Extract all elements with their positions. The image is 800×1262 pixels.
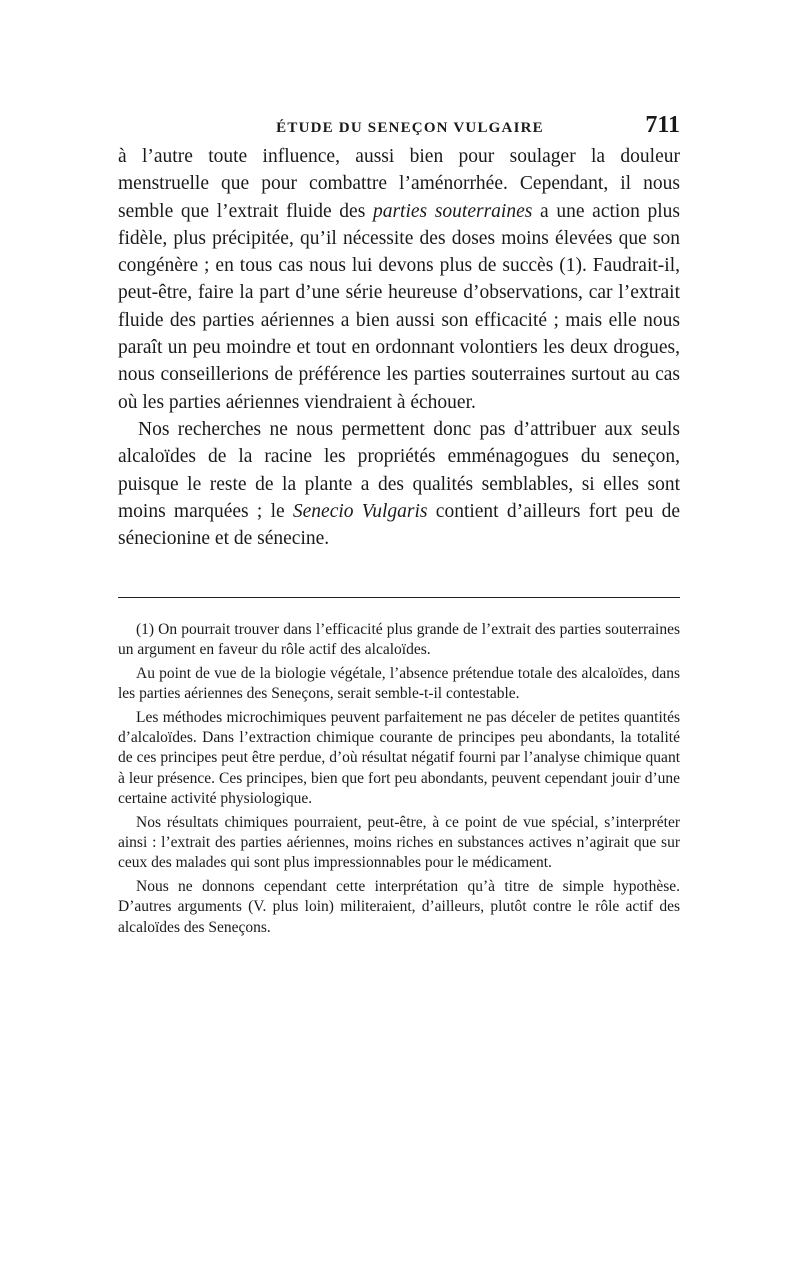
paragraph-2-emphasis: Senecio Vulgaris <box>292 500 428 522</box>
paragraph-2-text-b: contient d’ailleurs fort peu de sénecionine et de sénecine. <box>118 500 680 550</box>
paragraph-2-text-a: Nos recherches ne nous permettent donc pas d’attribuer aux seuls alcaloïdes de la racine les propriétés emménagogues du seneçon, puisque le reste de la plante a des qualités semblables, si elles sont moins marquées ; le <box>118 418 680 522</box>
page-number: 711 <box>645 112 680 138</box>
running-title: ÉTUDE DU SENEÇON VULGAIRE <box>276 120 544 136</box>
paragraph-2 <box>118 416 680 552</box>
main-text <box>118 143 680 552</box>
footnote-1: (1) On pourrait trouver dans l’efficacité plus grande de l’extrait des parties souterraines un argument en faveur du rôle actif des alcaloïdes. <box>118 621 680 659</box>
footnotes <box>118 620 680 941</box>
footnote-5: Nous ne donnons cependant cette interprétation qu’à titre de simple hypothèse. D’autres arguments (V. plus loin) militeraient, d’ailleurs, plutôt contre le rôle actif des alcaloïdes des Seneçons. <box>118 877 680 936</box>
footnote-divider <box>118 597 680 598</box>
footnote-2: Au point de vue de la biologie végétale, l’absence prétendue totale des alcaloïdes, dans les parties aériennes des Seneçons, serait semble-t-il contestable. <box>118 664 680 703</box>
paragraph-1 <box>118 143 680 416</box>
paragraph-1-text-b: a une action plus fidèle, plus précipitée, qu’il nécessite des doses moins élevées que son congénère ; en tous cas nous lui devons plus de succès (1). Faudrait-il, peut-être, faire la part d’une série heureuse d’observations, car l’extrait fluide des parties aériennes a bien aussi son efficacité ; mais elle nous paraît un peu moindre et tout en ordonnant volontiers les deux drogues, nous conseillerions de préférence les parties souterraines surtout au cas où les parties aériennes viendraient à échouer. <box>118 200 680 413</box>
running-head <box>118 112 680 146</box>
paragraph-1-emphasis: parties souterraines <box>372 200 533 222</box>
footnote-3: Les méthodes microchimiques peuvent parfaitement ne pas déceler de petites quantités d’alcaloïdes. Dans l’extraction chimique courante de principes peu abondants, la totalité de ces principes peut être perdue, d’où résultat négatif fourni par l’analyse chimique quant à leur présence. Ces principes, bien que fort peu abondants, peuvent cependant jouir d’une certaine activité physiologique. <box>118 708 680 808</box>
footnote-4: Nos résultats chimiques pourraient, peut-être, à ce point de vue spécial, s’interpréter ainsi : l’extrait des parties aériennes, moins riches en substances actives n’agirait que sur ceux des malades qui sont plus impressionnables pour le médicament. <box>118 813 680 872</box>
paragraph-1-text-a: à l’autre toute influence, aussi bien pour soulager la douleur menstruelle que pour combattre l’aménorrhée. Cependant, il nous semble que l’extrait fluide des <box>118 146 680 222</box>
